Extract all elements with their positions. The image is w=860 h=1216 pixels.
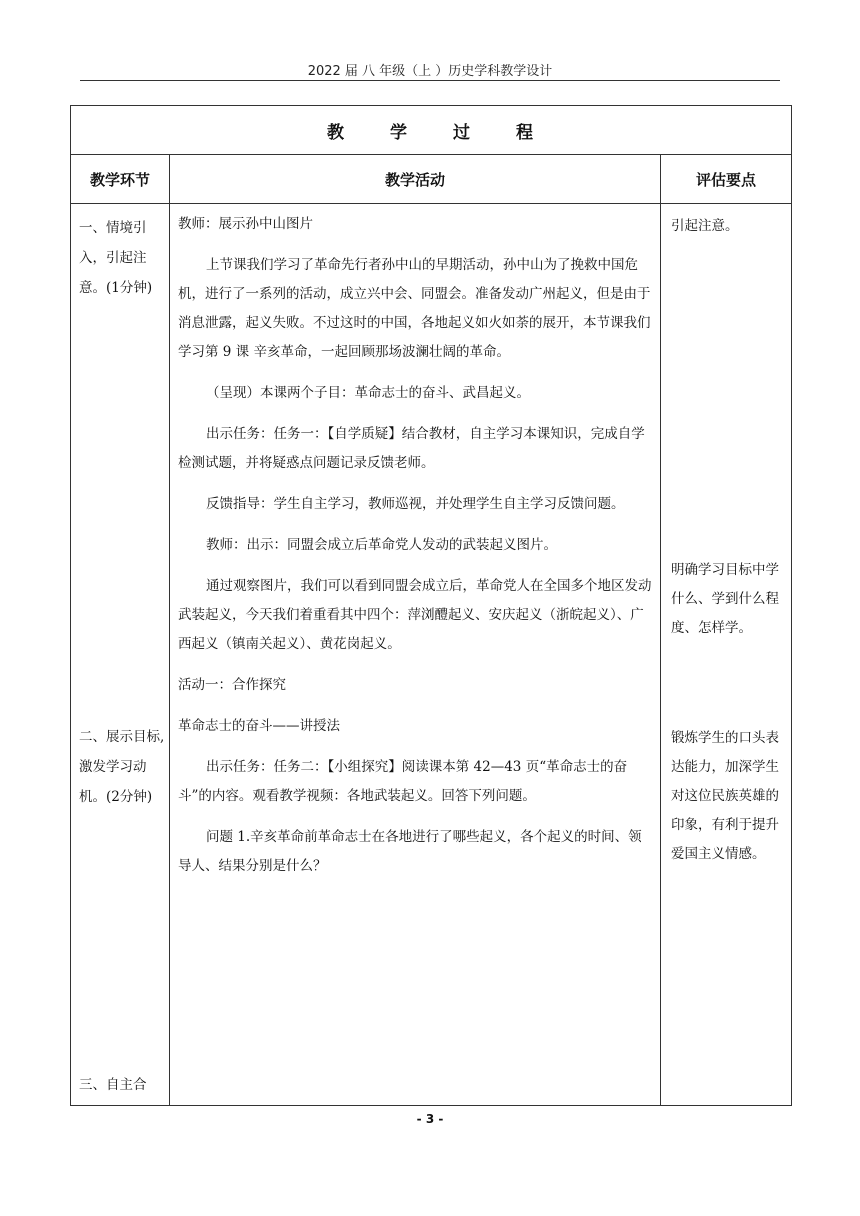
- assessment-column: [661, 204, 792, 1106]
- assessment-note: 明确学习目标中学什么、学到什么程度、怎样学。: [671, 562, 779, 636]
- stage-item: 一、情境引入，引起注意。(1分钟): [79, 220, 153, 296]
- activity-paragraph: 教师：展示孙中山图片: [178, 216, 313, 232]
- stage-item: 二、展示目标,激发学习动机。(2分钟): [79, 729, 165, 805]
- activity-paragraph: 上节课我们学习了革命先行者孙中山的早期活动，孙中山为了挽救中国危机，进行了一系列的活动，成立兴中会、同盟会。准备发动广州起义，但是由于消息泄露，起义失败。不过这时的中国，各地起义如火如荼的展开，本节课我们学习第 9 课 辛亥革命，一起回顾那场波澜壮阔的革命。: [178, 257, 651, 360]
- column-header-stage: 教学环节: [71, 155, 170, 204]
- activity-paragraph: （呈现）本课两个子目：革命志士的奋斗、武昌起义。: [206, 385, 530, 401]
- stage-column: [71, 204, 170, 1106]
- activity-paragraph: 教师：出示：同盟会成立后革命党人发动的武装起义图片。: [206, 537, 557, 553]
- activity-paragraph: 问题 1.辛亥革命前革命志士在各地进行了哪些起义，各个起义的时间、领导人、结果分别是什么？: [178, 829, 642, 874]
- page-number: - 3 -: [416, 1112, 444, 1126]
- activity-column: [170, 204, 661, 1106]
- header-rule: [80, 80, 780, 81]
- title-char: 程: [516, 122, 535, 143]
- column-header-assessment: 评估要点: [661, 155, 792, 204]
- table-title: [71, 106, 792, 155]
- title-char: 教: [327, 122, 346, 143]
- document-header: 2022 届 八 年级（上 ）历史学科教学设计: [307, 64, 553, 79]
- assessment-note: 引起注意。: [671, 218, 739, 234]
- column-header-activity: 教学活动: [170, 155, 661, 204]
- activity-paragraph: 革命志士的奋斗——讲授法: [178, 718, 340, 734]
- activity-paragraph: 反馈指导：学生自主学习，教师巡视，并处理学生自主学习反馈问题。: [206, 496, 625, 512]
- activity-paragraph: 出示任务：任务二：【小组探究】阅读课本第 42—43 页“革命志士的奋斗”的内容。观看教学视频：各地武装起义。回答下列问题。: [178, 759, 628, 804]
- title-char: 学: [390, 122, 409, 143]
- activity-paragraph: 活动一：合作探究: [178, 677, 286, 693]
- teaching-process-table: [70, 105, 792, 1106]
- stage-item: 三、自主合: [79, 1077, 147, 1093]
- activity-paragraph: 通过观察图片，我们可以看到同盟会成立后，革命党人在全国多个地区发动武装起义，今天我们着重看其中四个：萍浏醴起义、安庆起义（浙皖起义）、广西起义（镇南关起义）、黄花岗起义。: [178, 578, 652, 652]
- activity-paragraph: 出示任务：任务一：【自学质疑】结合教材，自主学习本课知识，完成自学检测试题，并将疑惑点问题记录反馈老师。: [178, 426, 645, 471]
- assessment-note: 锻炼学生的口头表达能力，加深学生对这位民族英雄的印象，有利于提升爱国主义情感。: [671, 730, 779, 862]
- title-char: 过: [453, 122, 472, 143]
